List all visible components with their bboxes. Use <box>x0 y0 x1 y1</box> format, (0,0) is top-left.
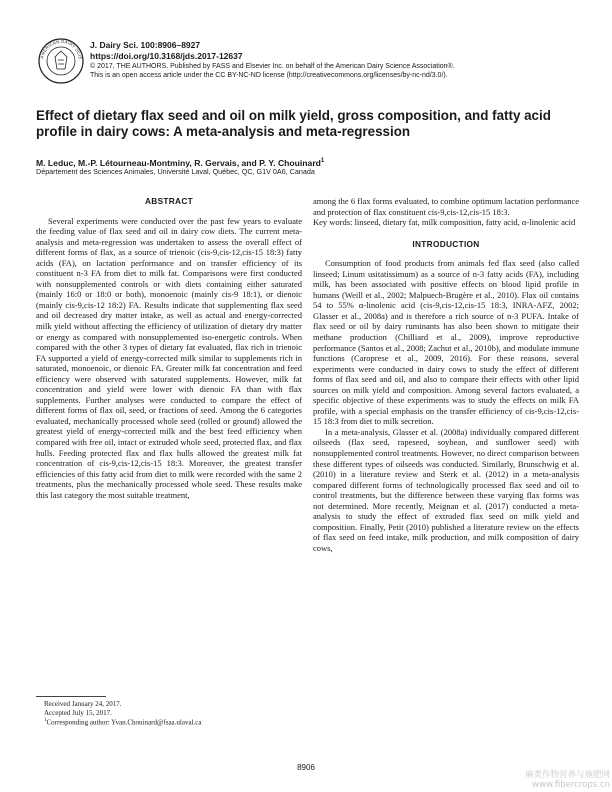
keywords <box>313 217 579 228</box>
page-number: 8906 <box>297 763 315 772</box>
right-column <box>313 196 579 554</box>
corresponding-author <box>36 717 302 727</box>
corresponding-text[interactable]: Corresponding author: Yvan.Chouinard@fsaa.ulaval.ca <box>46 718 202 727</box>
journal-header <box>90 40 590 80</box>
authors-text: M. Leduc, M.-P. Létourneau-Montminy, R. Gervais, and P. Y. Chouinard <box>36 157 321 168</box>
footnotes <box>36 700 302 727</box>
watermark: 麻类作物营养与施肥网 www.fibercrops.cn <box>524 770 610 790</box>
abstract-continued: among the 6 flax forms evaluated, to combine optimum lactation performance and protection of flax constituent cis-9,cis-12,cis-15 18:3. <box>313 196 579 217</box>
accepted-date: Accepted July 15, 2017. <box>44 708 112 717</box>
introduction-paragraph-1: Consumption of food products from animals fed flax seed (also called linseed; Linum usitatissimum) as a source of n-3 fatty acids (FA), including milk, has been associated with positive effects on blood lipid profile in humans (Weill et al., 2002; Malpuech-Brugère et al., 2010). Flax oil contains 54 to 55% α-linolenic acid (cis-9,cis-12,cis-15 18:3, INRA-AFZ, 2002; Glasser et al., 2008a) and is therefore a rich source of n-3 PUFA. Intake of flax seed or oil by dairy ruminants has also been shown to mitigate their methane production (Chilliard et al., 2009), improve reproductive performance (Santos et al., 2008; Zachut et al., 2010b), and modulate immune functions (Caroprese et al., 2009, 2016). For these reasons, several experiments were conducted in dairy cows to study the effect of different forms of flax seed and oil, and also to compare their effects with other lipid sources on milk yield and composition. Among several factors evaluated, a specific objective of these experiments was to study the effects on milk FA profile, with a special emphasis on the transfer efficiency of cis-9,cis-12,cis-15 18:3 from diet to milk secretion. <box>313 258 579 427</box>
received-date: Received January 24, 2017. <box>44 700 122 708</box>
abstract-text: Several experiments were conducted over the past few years to evaluate the feeding value of flax seed and oil in dairy cow diets. The current meta-analysis and meta-regression was undertaken to assess the overall effect of different forms of flax, as a source of trienoic (cis-9,cis-12,cis-15 18:3) fatty acids (FA), on lactation performance and on transfer efficiency of its constituent n-3 FA from diet to milk fat. Comparisons were first conducted with nonsupplemented controls or with diets containing either saturated (mainly 16:0 or 18:0 or both), monoenoic (mainly cis-9 18:1), or dienoic (mainly cis-9,cis-12 18:2) FA. Results indicate that supplementing flax seed and oil decreased dry matter intake, as well as actual and energy-corrected milk yield without affecting the efficiency of utilization of dietary dry matter or energy as compared with nonsupplemented iso-energetic controls. When compared with the other 3 types of dietary fat evaluated, flax rich in trienoic FA supported a yield of energy-corrected milk similar to supplements rich in saturated, monoenoic, or dienoic FA. Greater milk fat concentration and feed efficiency were observed with saturated supplements. However, milk fat concentration and yield were lower with dienoic FA than with flax supplements. Further analyses were conducted to compare the effect of different forms of flax oil, seed, or fractions of seed. Among the 6 categories evaluated, mechanically processed whole seed (rolled or ground) allowed the greatest yield of energy-corrected milk and the best feed efficiency when compared with free oil, intact or extruded whole seed, protected flax, and flax hulls. Feeding protected flax and flax hulls allowed the greatest milk fat concentration of cis-9,cis-12,cis-15 18:3. Moreover, the greatest transfer efficiencies of this fatty acid from diet to milk were recorded with the same 2 treatments, plus the mechanically processed whole seed. These results make this last category the most suitable treatment, <box>36 215 302 500</box>
doi-link[interactable]: https://doi.org/10.3168/jds.2017-12637 <box>90 51 243 61</box>
svg-text:AMERICAN DAIRY SCIENCE ASSOCIA <box>38 38 83 60</box>
license-line: This is an open access article under the CC BY-NC-ND license (http://creativecommons.org/licenses/by-nc-nd/3.0/). <box>90 72 448 79</box>
authors-footnote-mark: 1 <box>320 158 325 164</box>
corresponding-mark: 1 <box>44 718 47 724</box>
ads-seal-logo <box>38 38 84 84</box>
journal-citation: J. Dairy Sci. 100:8906–8927 <box>90 40 201 50</box>
introduction-heading: INTRODUCTION <box>412 238 480 249</box>
seal-text: AMERICAN DAIRY SCIE <box>39 38 83 60</box>
left-column <box>36 196 302 500</box>
abstract-heading: ABSTRACT <box>144 196 194 206</box>
copyright-line: © 2017, THE AUTHORS. Published by FASS and Elsevier Inc. on behalf of the American Dairy Science Association®. <box>90 63 455 70</box>
affiliation: Département des Sciences Animales, Université Laval, Québec, QC, G1V 0A6, Canada <box>36 167 315 176</box>
footnote-rule <box>36 696 106 697</box>
keywords-label: Key words: <box>313 217 353 228</box>
keywords-text: linseed, dietary fat, milk composition, fatty acid, α-linolenic acid <box>354 217 576 228</box>
introduction-paragraph-2: In a meta-analysis, Glasser et al. (2008a) individually compared different oilseeds (flax seed, rapeseed, soybean, and sunflower seed) with nonsupplemented control treatments. However, no direct comparison between these different types of oilseeds was conducted. Similarly, Brunschwig et al. (2010) in a literature review and Sterk et al. (2012) in a meta-analysis compared different forms of technologically processed flax seed and oil to control treatments, but the difference between these varying flax forms was not determined. More recently, Meignan et al. (2017) conducted a meta-analysis to study the effect of extruded flax seed on milk yield and composition. Finally, Petit (2010) published a literature review on the effects of flax seed on feed intake, milk production, and milk composition of dairy cows, <box>313 426 579 553</box>
article-title: Effect of dietary flax seed and oil on milk yield, gross composition, and fatty acid profile in dairy cows: A meta-analysis and meta-regression <box>36 108 551 139</box>
